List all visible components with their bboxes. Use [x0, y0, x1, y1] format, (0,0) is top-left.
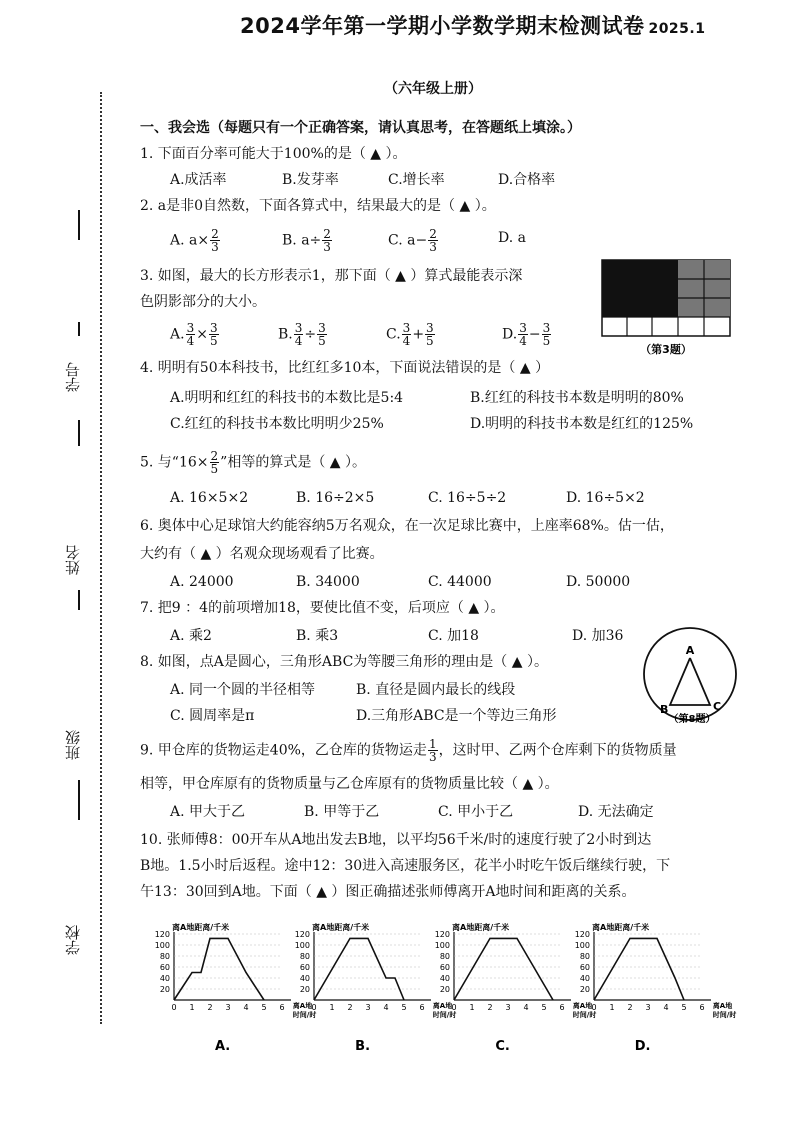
y-tick-label: 100 — [154, 941, 170, 950]
q3-option-c: C. $\frac{3}{4}$ + $\frac{3}{5}$ — [386, 321, 434, 348]
y-tick-label: 100 — [294, 941, 310, 950]
q4-option-b: B.红红的科技书本数是明明的80% — [470, 390, 684, 406]
q6-stem-line2: 大约有（ ▲ ）名观众现场观看了比赛。 — [140, 546, 384, 562]
graph-ylabel: 离A地距离/千米 — [452, 923, 510, 932]
y-tick-label: 120 — [154, 930, 170, 939]
y-tick-label: 60 — [439, 963, 450, 972]
x-tick-label: 5 — [681, 1003, 687, 1012]
graph-4 — [560, 918, 737, 1058]
y-tick-label: 40 — [439, 974, 450, 983]
q5-option-b: B. 16÷2×5 — [296, 490, 375, 506]
x-label-1: 离A地 — [572, 1002, 593, 1010]
q6-option-b: B. 34000 — [296, 574, 360, 590]
y-tick-label: 20 — [579, 985, 590, 994]
y-tick-label: 80 — [439, 952, 450, 961]
q3-stem-line2: 色阴影部分的大小。 — [140, 294, 266, 310]
q8-figure — [640, 624, 740, 728]
binding-line — [100, 92, 102, 1024]
distance-line — [454, 938, 553, 1000]
x-tick-label: 3 — [365, 1003, 371, 1012]
x-label-1: 离A地 — [292, 1002, 313, 1010]
x-tick-label: 2 — [207, 1003, 213, 1012]
x-label-2: 时间/时 — [572, 1011, 597, 1019]
x-tick-label: 6 — [559, 1003, 565, 1012]
x-tick-label: 5 — [261, 1003, 267, 1012]
q6-option-d: D. 50000 — [566, 574, 631, 590]
q3-option-a: A. $\frac{3}{4}$ × $\frac{3}{5}$ — [170, 321, 218, 348]
x-label-2: 时间/时 — [292, 1011, 317, 1019]
y-tick-label: 120 — [294, 930, 310, 939]
y-tick-label: 80 — [579, 952, 590, 961]
q4-stem: 4. 明明有50本科技书，比红红多10本，下面说法错误的是（ ▲ ） — [140, 360, 550, 376]
y-tick-label: 120 — [434, 930, 450, 939]
q1-stem: 1. 下面百分率可能大于100%的是（ ▲ ）。 — [140, 146, 407, 162]
y-tick-label: 20 — [159, 985, 170, 994]
x-label-1: 离A地 — [712, 1002, 733, 1010]
q3-figure — [600, 258, 736, 358]
q1-option-d: D.合格率 — [498, 172, 556, 188]
grade-label: （六年级上册） — [384, 81, 482, 97]
x-tick-label: 2 — [487, 1003, 493, 1012]
q5-option-d: D. 16÷5×2 — [566, 490, 645, 506]
q6-stem-line1: 6. 奥体中心足球馆大约能容纳5万名观众，在一次足球比赛中，上座率68%。估一估， — [140, 518, 674, 534]
name-blank — [78, 420, 80, 446]
y-tick-label: 60 — [159, 963, 170, 972]
q9-option-c: C. 甲小于乙 — [438, 804, 514, 820]
school-blank — [78, 780, 80, 820]
point-c-label: C — [713, 700, 722, 713]
class-blank — [78, 590, 80, 610]
q6-option-c: C. 44000 — [428, 574, 492, 590]
q3-figure-label: （第3题） — [640, 343, 692, 356]
x-tick-label: 5 — [541, 1003, 547, 1012]
x-tick-label: 1 — [609, 1003, 615, 1012]
x-tick-label: 3 — [225, 1003, 231, 1012]
q10-stem-line2: B地。1.5小时后返程。途中12：30进入高速服务区，花半小时吃午饭后继续行驶，下 — [140, 858, 671, 874]
q7-option-c: C. 加18 — [428, 628, 479, 644]
distance-line — [594, 938, 684, 1000]
number-mark — [78, 322, 80, 336]
x-tick-label: 4 — [663, 1003, 669, 1012]
x-tick-label: 1 — [189, 1003, 195, 1012]
q9-stem-line2: 相等，甲仓库原有的货物质量与乙仓库原有的货物质量比较（ ▲ ）。 — [140, 776, 559, 792]
q9-option-a: A. 甲大于乙 — [170, 804, 246, 820]
y-tick-label: 20 — [439, 985, 450, 994]
graph-ylabel: 离A地距离/千米 — [172, 923, 230, 932]
x-tick-label: 3 — [645, 1003, 651, 1012]
x-tick-label: 0 — [171, 1003, 177, 1012]
school-label: 学校 — [64, 925, 82, 955]
section-heading: 一、我会选（每题只有一个正确答案，请认真思考，在答题纸上填涂。） — [140, 120, 581, 136]
graph-option-label: D. — [634, 1039, 651, 1054]
x-tick-label: 4 — [383, 1003, 389, 1012]
q5-option-a: A. 16×5×2 — [170, 490, 249, 506]
q7-option-b: B. 乘3 — [296, 628, 339, 644]
graph-3 — [420, 918, 597, 1058]
q8-stem: 8. 如图，点A是圆心，三角形ABC为等腰三角形的理由是（ ▲ ）。 — [140, 654, 548, 670]
number-blank — [78, 210, 80, 240]
x-tick-label: 6 — [699, 1003, 705, 1012]
class-label: 班级 — [64, 730, 82, 760]
q8-option-c: C. 圆周率是π — [170, 708, 255, 724]
x-tick-label: 3 — [505, 1003, 511, 1012]
q2-option-c: C. a− $\frac{2}{3}$ — [388, 227, 437, 254]
q8-option-a: A. 同一个圆的半径相等 — [170, 682, 316, 698]
x-tick-label: 6 — [279, 1003, 285, 1012]
graph-option-label: C. — [495, 1039, 510, 1054]
q4-option-a: A.明明和红红的科技书的本数比是5:4 — [170, 390, 404, 406]
x-tick-label: 2 — [627, 1003, 633, 1012]
q3-stem-line1: 3. 如图，最大的长方形表示1，那下面（ ▲ ）算式最能表示深 — [140, 268, 523, 284]
y-tick-label: 120 — [574, 930, 590, 939]
y-tick-label: 40 — [579, 974, 590, 983]
x-label-2: 时间/时 — [432, 1011, 457, 1019]
y-tick-label: 60 — [299, 963, 310, 972]
student-number-label: 学号 — [64, 362, 82, 392]
x-tick-label: 4 — [523, 1003, 529, 1012]
q9-option-d: D. 无法确定 — [578, 804, 654, 820]
q8-figure-label: （第8题） — [668, 714, 716, 725]
x-tick-label: 2 — [347, 1003, 353, 1012]
q8-option-d: D.三角形ABC是一个等边三角形 — [356, 708, 557, 724]
distance-line — [314, 938, 404, 1000]
q2-option-a: A. a× $\frac{2}{3}$ — [170, 227, 219, 254]
x-tick-label: 1 — [469, 1003, 475, 1012]
q10-stem-line3: 午13：30回到A地。下面（ ▲ ）图正确描述张师傅离开A地时间和距离的关系。 — [140, 884, 636, 900]
x-label-2: 时间/时 — [712, 1011, 737, 1019]
graph-1 — [140, 918, 317, 1058]
x-tick-label: 0 — [311, 1003, 317, 1012]
q1-option-a: A.成活率 — [170, 172, 227, 188]
q1-option-b: B.发芽率 — [282, 172, 339, 188]
x-tick-label: 0 — [591, 1003, 597, 1012]
x-tick-label: 4 — [243, 1003, 249, 1012]
y-tick-label: 80 — [159, 952, 170, 961]
q2-stem: 2. a是非0自然数，下面各算式中，结果最大的是（ ▲ ）。 — [140, 198, 496, 214]
graph-ylabel: 离A地距离/千米 — [592, 923, 650, 932]
q3-option-d: D. $\frac{3}{4}$ − $\frac{3}{5}$ — [502, 321, 551, 348]
q3-option-b: B. $\frac{3}{4}$ ÷ $\frac{3}{5}$ — [278, 321, 326, 348]
q9-option-b: B. 甲等于乙 — [304, 804, 380, 820]
graph-2 — [280, 918, 457, 1058]
exam-date: 2025.1 — [648, 21, 706, 37]
graph-option-label: B. — [355, 1039, 371, 1054]
q7-option-a: A. 乘2 — [170, 628, 212, 644]
x-label-1: 离A地 — [432, 1002, 453, 1010]
page-title: 2024学年第一学期小学数学期末检测试卷 2025.1 — [240, 14, 706, 38]
q10-graphs — [0, 918, 794, 1058]
x-tick-label: 1 — [329, 1003, 335, 1012]
student-name-label: 姓名 — [64, 545, 82, 575]
q2-option-d: D. a — [498, 230, 526, 246]
q5-option-c: C. 16÷5÷2 — [428, 490, 507, 506]
q1-option-c: C.增长率 — [388, 172, 445, 188]
q9-stem-line1: 9. 甲仓库的货物运走40%，乙仓库的货物运走 $\frac{1}{3}$ ，这时甲、乙两个仓库剩下的货物质量 — [140, 737, 677, 764]
q4-option-c: C.红红的科技书本数比明明少25% — [170, 416, 384, 432]
q10-stem-line1: 10. 张师傅8：00开车从A地出发去B地，以平均56千米/时的速度行驶了2小时到达 — [140, 832, 652, 848]
y-tick-label: 40 — [159, 974, 170, 983]
q6-option-a: A. 24000 — [170, 574, 234, 590]
y-tick-label: 100 — [434, 941, 450, 950]
point-a-label: A — [685, 644, 695, 657]
q5-stem: 5. 与“16× $\frac{2}{5}$ ”相等的算式是（ ▲ ）。 — [140, 449, 366, 476]
distance-line — [174, 938, 264, 1000]
point-b-label: B — [660, 703, 669, 716]
y-tick-label: 20 — [299, 985, 310, 994]
y-tick-label: 60 — [579, 963, 590, 972]
q7-option-d: D. 加36 — [572, 628, 624, 644]
graph-ylabel: 离A地距离/千米 — [312, 923, 370, 932]
q3-dark-region — [602, 260, 678, 317]
q8-option-b: B. 直径是圆内最长的线段 — [356, 682, 516, 698]
x-tick-label: 0 — [451, 1003, 457, 1012]
y-tick-label: 40 — [299, 974, 310, 983]
q2-option-b: B. a÷ $\frac{2}{3}$ — [282, 227, 331, 254]
q7-stem: 7. 把9 ：4的前项增加18，要使比值不变，后项应（ ▲ ）。 — [140, 600, 505, 616]
graph-option-label: A. — [214, 1039, 231, 1054]
x-tick-label: 6 — [419, 1003, 425, 1012]
y-tick-label: 80 — [299, 952, 310, 961]
y-tick-label: 100 — [574, 941, 590, 950]
q4-option-d: D.明明的科技书本数是红红的125% — [470, 416, 694, 432]
x-tick-label: 5 — [401, 1003, 407, 1012]
